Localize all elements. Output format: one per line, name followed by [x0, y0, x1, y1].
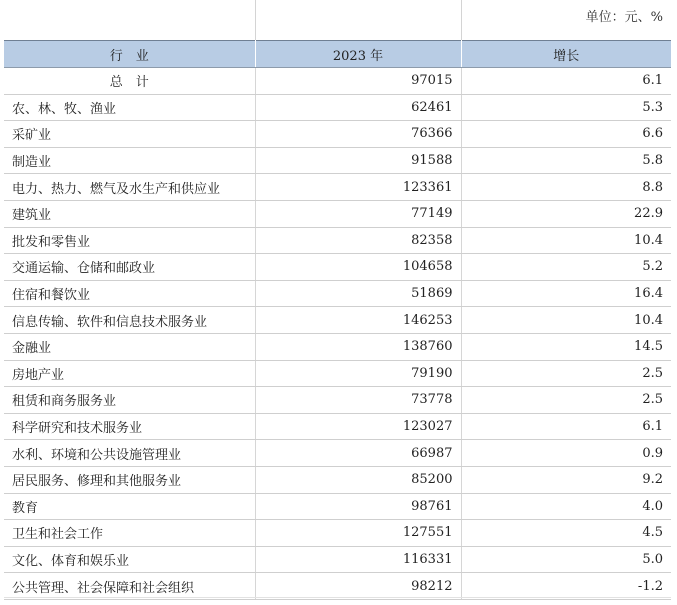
- wage-value: 98761: [255, 493, 461, 520]
- industry-name: 科学研究和技术服务业: [4, 413, 255, 440]
- table-row: [4, 307, 671, 334]
- industry-name: 水利、环境和公共设施管理业: [4, 440, 255, 467]
- table-row: [4, 493, 671, 520]
- industry-name: 卫生和社会工作: [4, 520, 255, 547]
- growth-value: 16.4: [461, 280, 671, 307]
- wage-table: [4, 40, 671, 600]
- table-row: [4, 121, 671, 148]
- industry-name: 教育: [4, 493, 255, 520]
- growth-value: 0.9: [461, 440, 671, 467]
- column-guide-right: [461, 0, 462, 40]
- table-row: [4, 254, 671, 281]
- table-row: [4, 546, 671, 573]
- table-row: [4, 387, 671, 414]
- growth-value: -1.2: [461, 573, 671, 600]
- growth-value: 6.1: [461, 413, 671, 440]
- growth-value: 2.5: [461, 360, 671, 387]
- unit-label: 单位：元、%: [585, 10, 663, 25]
- wage-value: 79190: [255, 360, 461, 387]
- growth-value: 5.0: [461, 546, 671, 573]
- industry-name: 文化、体育和娱乐业: [4, 546, 255, 573]
- wage-value: 77149: [255, 200, 461, 227]
- table-row: [4, 573, 671, 600]
- industry-name: 建筑业: [4, 200, 255, 227]
- total-row: [4, 68, 671, 95]
- industry-name: 采矿业: [4, 121, 255, 148]
- growth-value: 5.3: [461, 94, 671, 121]
- industry-name: 居民服务、修理和其他服务业: [4, 466, 255, 493]
- wage-value: 51869: [255, 280, 461, 307]
- growth-value: 10.4: [461, 227, 671, 254]
- growth-value: 5.8: [461, 147, 671, 174]
- growth-value: 5.2: [461, 254, 671, 281]
- table-row: [4, 280, 671, 307]
- header-row: [4, 41, 671, 68]
- bottom-rule: [4, 597, 671, 598]
- table-row: [4, 333, 671, 360]
- table-row: [4, 174, 671, 201]
- growth-value: 22.9: [461, 200, 671, 227]
- wage-value: 66987: [255, 440, 461, 467]
- table-row: [4, 94, 671, 121]
- wage-value: 73778: [255, 387, 461, 414]
- wage-value: 82358: [255, 227, 461, 254]
- growth-value: 9.2: [461, 466, 671, 493]
- industry-name: 租赁和商务服务业: [4, 387, 255, 414]
- column-guide-left: [255, 0, 256, 40]
- wage-value: 62461: [255, 94, 461, 121]
- wage-value: 146253: [255, 307, 461, 334]
- table-row: [4, 520, 671, 547]
- industry-name: 交通运输、仓储和邮政业: [4, 254, 255, 281]
- industry-name: 制造业: [4, 147, 255, 174]
- header-year: 2023 年: [255, 41, 461, 68]
- table-row: [4, 413, 671, 440]
- industry-name: 金融业: [4, 333, 255, 360]
- industry-name: 公共管理、社会保障和社会组织: [4, 573, 255, 600]
- wage-value: 127551: [255, 520, 461, 547]
- growth-value: 4.0: [461, 493, 671, 520]
- wage-value: 104658: [255, 254, 461, 281]
- total-value: 97015: [255, 68, 461, 95]
- wage-value: 85200: [255, 466, 461, 493]
- wage-value: 138760: [255, 333, 461, 360]
- table-row: [4, 466, 671, 493]
- table-row: [4, 360, 671, 387]
- industry-name: 住宿和餐饮业: [4, 280, 255, 307]
- industry-name: 农、林、牧、渔业: [4, 94, 255, 121]
- industry-name: 房地产业: [4, 360, 255, 387]
- header-industry: 行 业: [4, 41, 255, 68]
- industry-name: 电力、热力、燃气及水生产和供应业: [4, 174, 255, 201]
- growth-value: 8.8: [461, 174, 671, 201]
- growth-value: 10.4: [461, 307, 671, 334]
- header-growth: 增长: [461, 41, 671, 68]
- total-name: 总 计: [4, 68, 255, 95]
- total-growth: 6.1: [461, 68, 671, 95]
- wage-value: 116331: [255, 546, 461, 573]
- table-row: [4, 147, 671, 174]
- growth-value: 4.5: [461, 520, 671, 547]
- wage-value: 91588: [255, 147, 461, 174]
- industry-name: 批发和零售业: [4, 227, 255, 254]
- wage-value: 76366: [255, 121, 461, 148]
- wage-value: 123027: [255, 413, 461, 440]
- table-row: [4, 227, 671, 254]
- growth-value: 6.6: [461, 121, 671, 148]
- table-row: [4, 200, 671, 227]
- table-row: [4, 440, 671, 467]
- wage-value: 123361: [255, 174, 461, 201]
- growth-value: 2.5: [461, 387, 671, 414]
- industry-name: 信息传输、软件和信息技术服务业: [4, 307, 255, 334]
- growth-value: 14.5: [461, 333, 671, 360]
- wage-value: 98212: [255, 573, 461, 600]
